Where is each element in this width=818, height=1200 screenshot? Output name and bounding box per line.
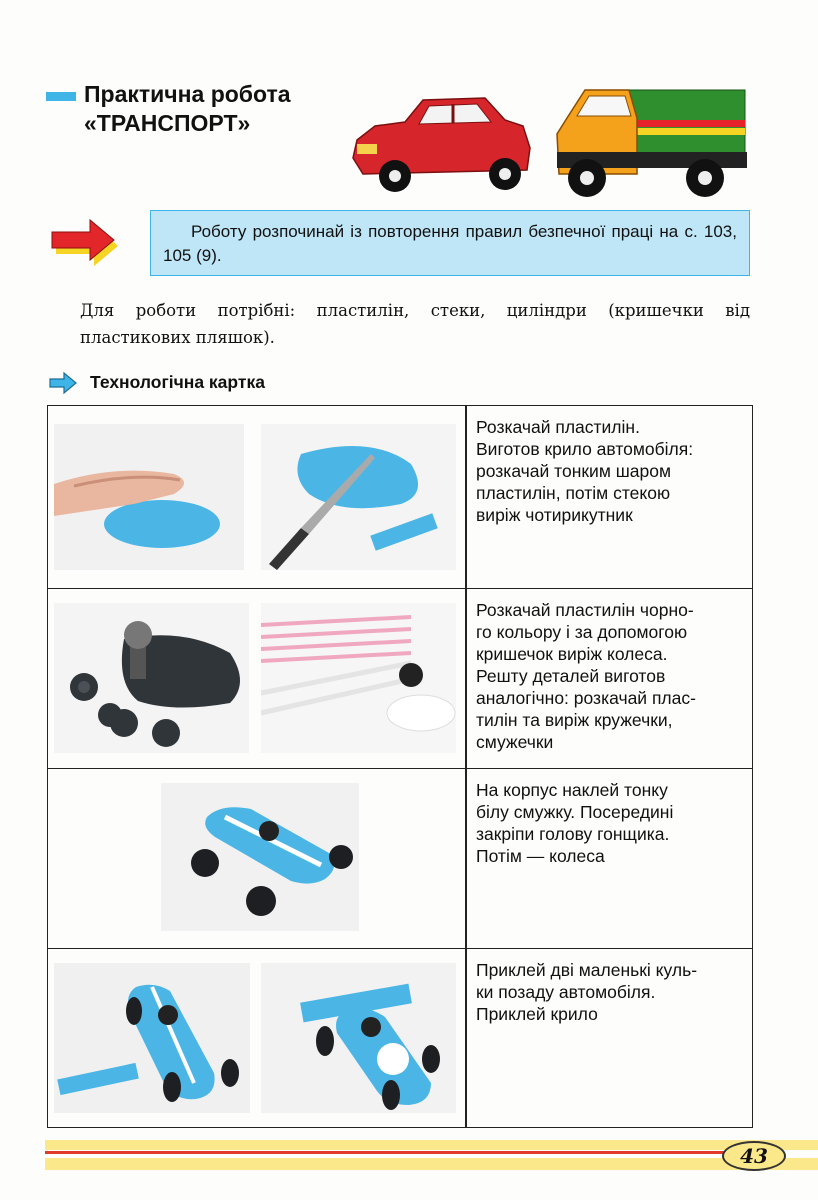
page-number: 43 bbox=[722, 1141, 786, 1171]
attention-arrow-icon bbox=[50, 218, 122, 266]
materials-paragraph bbox=[80, 297, 750, 351]
photo-cutting-wheels bbox=[54, 603, 249, 753]
footer-band bbox=[45, 1158, 818, 1170]
materials-text: Для роботи потрібні: пластилін, стеки, циліндри (кришечки від пластикових пляшок). bbox=[80, 301, 750, 347]
footer-band bbox=[45, 1140, 818, 1150]
tech-card-heading: Технологічна картка bbox=[90, 372, 265, 392]
step-4-text: Приклей дві маленькі куль- ки позаду автомобіля. Приклей крило bbox=[476, 960, 698, 1024]
step-2-text: Розкачай пластилін чорно- го кольору і за допомогою кришечок виріж колеса. Решту деталей виготов аналогічно: розкачай плас- тилін та виріж кружечки, смужечки bbox=[476, 600, 696, 752]
step-1-text: Розкачай пластилін. Виготов крило автомобіля: розкачай тонким шаром пластилін, потім стекою виріж чотирикутник bbox=[476, 417, 694, 525]
step-3-text: На корпус наклей тонку білу смужку. Посередині закріпи голову гонщика. Потім — колеса bbox=[476, 780, 674, 866]
table-row bbox=[48, 769, 752, 949]
photo-rolling-plasticine bbox=[54, 424, 244, 570]
toy-truck-image bbox=[557, 90, 747, 197]
page-title bbox=[84, 80, 291, 138]
tech-card-table bbox=[47, 405, 753, 1128]
table-row bbox=[48, 949, 752, 1127]
footer-red-line bbox=[45, 1151, 735, 1154]
title-line-1: Практична робота bbox=[84, 81, 291, 107]
toy-car-image bbox=[353, 98, 530, 192]
table-row bbox=[48, 406, 752, 589]
photo-cutting-wing bbox=[261, 424, 456, 570]
blue-arrow-icon bbox=[48, 372, 78, 394]
photo-car-body bbox=[161, 783, 359, 931]
photo-car-wheels-attached bbox=[54, 963, 250, 1113]
toy-vehicles-illustration bbox=[345, 78, 750, 208]
title-line-2: «ТРАНСПОРТ» bbox=[84, 110, 251, 136]
photo-car-with-wing bbox=[261, 963, 456, 1113]
title-marker bbox=[46, 92, 76, 101]
safety-note: Роботу розпочинай із повторення правил безпечної праці на с. 103, 105 (9). bbox=[150, 210, 750, 276]
table-row bbox=[48, 589, 752, 769]
photo-cutting-strips bbox=[261, 603, 456, 753]
